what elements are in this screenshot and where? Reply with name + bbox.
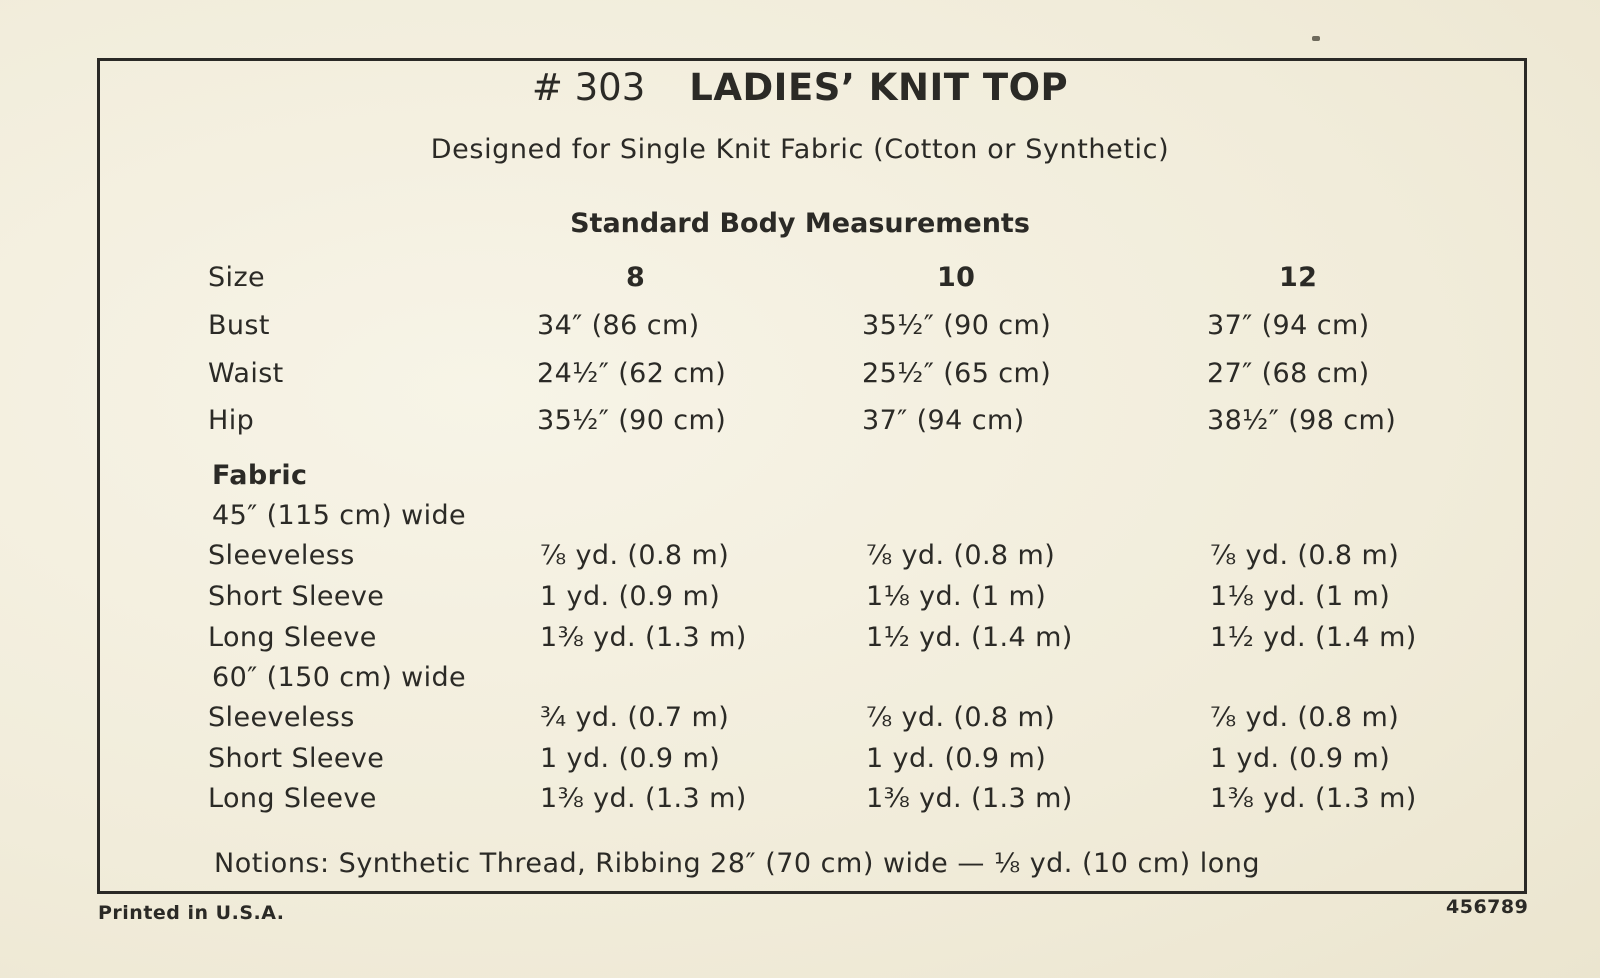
size-10: 10 xyxy=(937,262,976,293)
measurements-heading: Standard Body Measurements xyxy=(570,208,1030,239)
cell: 1½ yd. (1.4 m) xyxy=(1210,622,1417,653)
size-label: Size xyxy=(208,262,266,293)
cell: 35½″ (90 cm) xyxy=(862,310,1052,341)
fabric-heading: Fabric xyxy=(212,460,308,491)
cell: 1⅜ yd. (1.3 m) xyxy=(866,783,1073,814)
pattern-subtitle: Designed for Single Knit Fabric (Cotton or Synthetic) xyxy=(430,134,1170,165)
cell: 1 yd. (0.9 m) xyxy=(540,581,721,612)
size-8: 8 xyxy=(626,262,646,293)
pattern-number: # 303 xyxy=(531,66,646,109)
notions-line: Notions: Synthetic Thread, Ribbing 28″ (70 cm) wide — ⅛ yd. (10 cm) long xyxy=(214,848,1260,879)
cell: 34″ (86 cm) xyxy=(537,310,700,341)
cell: ⅞ yd. (0.8 m) xyxy=(1210,702,1400,733)
fabric-row xyxy=(0,622,1600,662)
row-label: Sleeveless xyxy=(208,540,355,571)
fabric-row xyxy=(0,581,1600,621)
cell: ⅞ yd. (0.8 m) xyxy=(540,540,730,571)
row-label: Long Sleeve xyxy=(208,783,377,814)
cell: 1½ yd. (1.4 m) xyxy=(866,622,1073,653)
size-row xyxy=(0,262,1600,302)
row-label: Short Sleeve xyxy=(208,743,385,774)
cell: 1⅛ yd. (1 m) xyxy=(1210,581,1391,612)
fabric-width-60: 60″ (150 cm) wide xyxy=(212,662,467,693)
cell: 1⅜ yd. (1.3 m) xyxy=(540,783,747,814)
cell: 24½″ (62 cm) xyxy=(537,358,727,389)
cell: 37″ (94 cm) xyxy=(1207,310,1370,341)
cell: 1⅛ yd. (1 m) xyxy=(866,581,1047,612)
row-label: Sleeveless xyxy=(208,702,355,733)
cell: ¾ yd. (0.7 m) xyxy=(540,702,730,733)
cell: ⅞ yd. (0.8 m) xyxy=(866,702,1056,733)
cell: ⅞ yd. (0.8 m) xyxy=(866,540,1056,571)
fabric-row xyxy=(0,540,1600,580)
fabric-row xyxy=(0,743,1600,783)
pattern-title xyxy=(0,66,1600,120)
cell: 1 yd. (0.9 m) xyxy=(866,743,1047,774)
printed-in-label: Printed in U.S.A. xyxy=(98,902,285,924)
cell: 35½″ (90 cm) xyxy=(537,405,727,436)
cell: 38½″ (98 cm) xyxy=(1207,405,1397,436)
fabric-width-45: 45″ (115 cm) wide xyxy=(212,500,467,531)
cell: 1⅜ yd. (1.3 m) xyxy=(1210,783,1417,814)
size-12: 12 xyxy=(1279,262,1318,293)
cell: 1 yd. (0.9 m) xyxy=(540,743,721,774)
cell: 25½″ (65 cm) xyxy=(862,358,1052,389)
pattern-name: LADIES’ KNIT TOP xyxy=(689,66,1069,109)
row-label: Waist xyxy=(208,358,284,389)
row-label: Short Sleeve xyxy=(208,581,385,612)
fabric-row xyxy=(0,702,1600,742)
cell: 1 yd. (0.9 m) xyxy=(1210,743,1391,774)
row-label: Long Sleeve xyxy=(208,622,377,653)
cell: 1⅜ yd. (1.3 m) xyxy=(540,622,747,653)
cell: ⅞ yd. (0.8 m) xyxy=(1210,540,1400,571)
measurement-row-waist xyxy=(0,358,1600,398)
row-label: Hip xyxy=(208,405,255,436)
cell: 27″ (68 cm) xyxy=(1207,358,1370,389)
pattern-code: 456789 xyxy=(1446,896,1529,918)
cell: 37″ (94 cm) xyxy=(862,405,1025,436)
fabric-row xyxy=(0,783,1600,823)
measurement-row-bust xyxy=(0,310,1600,350)
paper-speck xyxy=(1312,36,1320,41)
measurement-row-hip xyxy=(0,405,1600,445)
row-label: Bust xyxy=(208,310,270,341)
